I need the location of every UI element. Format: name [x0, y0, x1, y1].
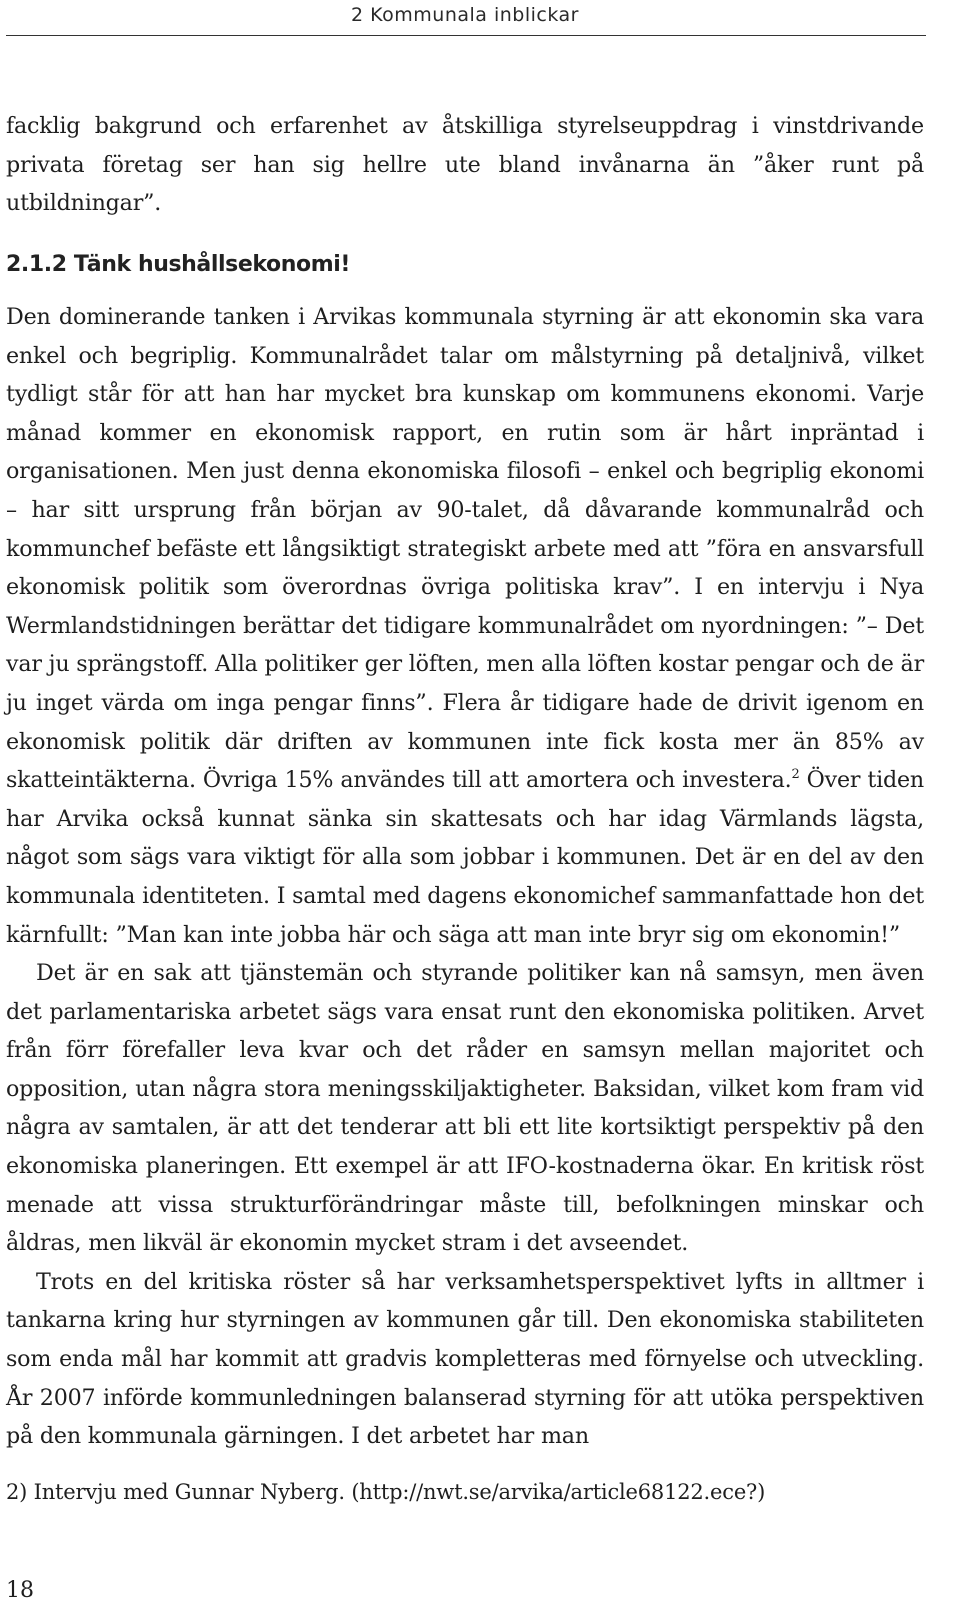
paragraph-1-continued: Över tiden har Arvika också kunnat sänka sin skattesats och har idag Värmlands lägsta, något som sägs vara viktigt för alla som jobbar i kommunen. Det är en del av den kommunala identiteten. I samtal med dagens ekonomichef sammanfattade hon det kärnfullt: ”Man kan inte jobba här och säga att man inte bryr sig om ekonomin!”: [6, 767, 924, 948]
footnote: 2) Intervju med Gunnar Nyberg. (http://nwt.se/arvika/article68122.ece?): [6, 1480, 766, 1504]
header-rule: [6, 35, 926, 36]
section-heading: 2.1.2 Tänk hushållsekonomi!: [6, 252, 350, 277]
opening-text: [6, 107, 924, 223]
opening-paragraph: facklig bakgrund och erfarenhet av åtskilliga styrelseuppdrag i vinstdrivande privata företag ser han sig hellre ute bland invånarna än ”åker runt på utbildningar”.: [6, 113, 924, 217]
paragraph-2: Det är en sak att tjänstemän och styrande politiker kan nå samsyn, men även det parlamentariska arbetet sägs vara ensat runt den ekonomiska politiken. Arvet från förr förefaller leva kvar och det råder en samsyn mellan majoritet och opposition, utan några stora meningsskiljaktigheter. Baksidan, vilket kom fram vid några av samtalen, är att det tenderar att bli ett lite kortsiktigt perspektiv på den ekonomiska planeringen. Ett exempel är att IFO-kostnaderna ökar. En kritisk röst menade att vissa strukturförändringar måste till, befolkningen minskar och åldras, men likväl är ekonomin mycket stram i det avseendet.: [6, 960, 924, 1257]
paragraph-1: [6, 298, 924, 954]
section-body: [6, 298, 924, 1456]
running-head: 2 Kommunala inblickar: [351, 4, 579, 26]
paragraph-1-text: Den dominerande tanken i Arvikas kommunala styrning är att ekonomin ska vara enkel och begriplig. Kommunalrådet talar om målstyrning på detaljnivå, vilket tydligt står för att han har mycket bra kunskap om kommunens ekonomi. Varje månad kommer en ekonomisk rapport, en rutin som är hårt inpräntad i organisationen. Men just denna ekonomiska filosofi – enkel och begriplig ekonomi – har sitt ursprung från början av 90-talet, då dåvarande kommunalråd och kommunchef befäste ett långsiktigt strategiskt arbete med att ”föra en ansvarsfull ekonomisk politik som överordnas övriga politiska krav”. I en intervju i Nya Wermlandstidningen berättar det tidigare kommunalrådet om nyordningen: ”– Det var ju sprängstoff. Alla politiker ger löften, men alla löften kostar pengar och de är ju inget värda om inga pengar finns”. Flera år tidigare hade de drivit igenom en ekonomisk politik där driften av kommunen inte fick kosta mer än 85% av skatteintäkterna. Övriga 15% användes till att amortera och investera.: [6, 304, 924, 794]
page-number: 18: [6, 1578, 34, 1603]
footnote-marker: 2: [791, 767, 800, 783]
paragraph-3: Trots en del kritiska röster så har verksamhetsperspektivet lyfts in alltmer i tankarna kring hur styrningen av kommunen går till. Den ekonomiska stabiliteten som enda mål har kommit att gradvis kompletteras med förnyelse och utveckling. År 2007 införde kommunledningen balanserad styrning för att utöka perspektiven på den kommunala gärningen. I det arbetet har man: [6, 1268, 924, 1450]
